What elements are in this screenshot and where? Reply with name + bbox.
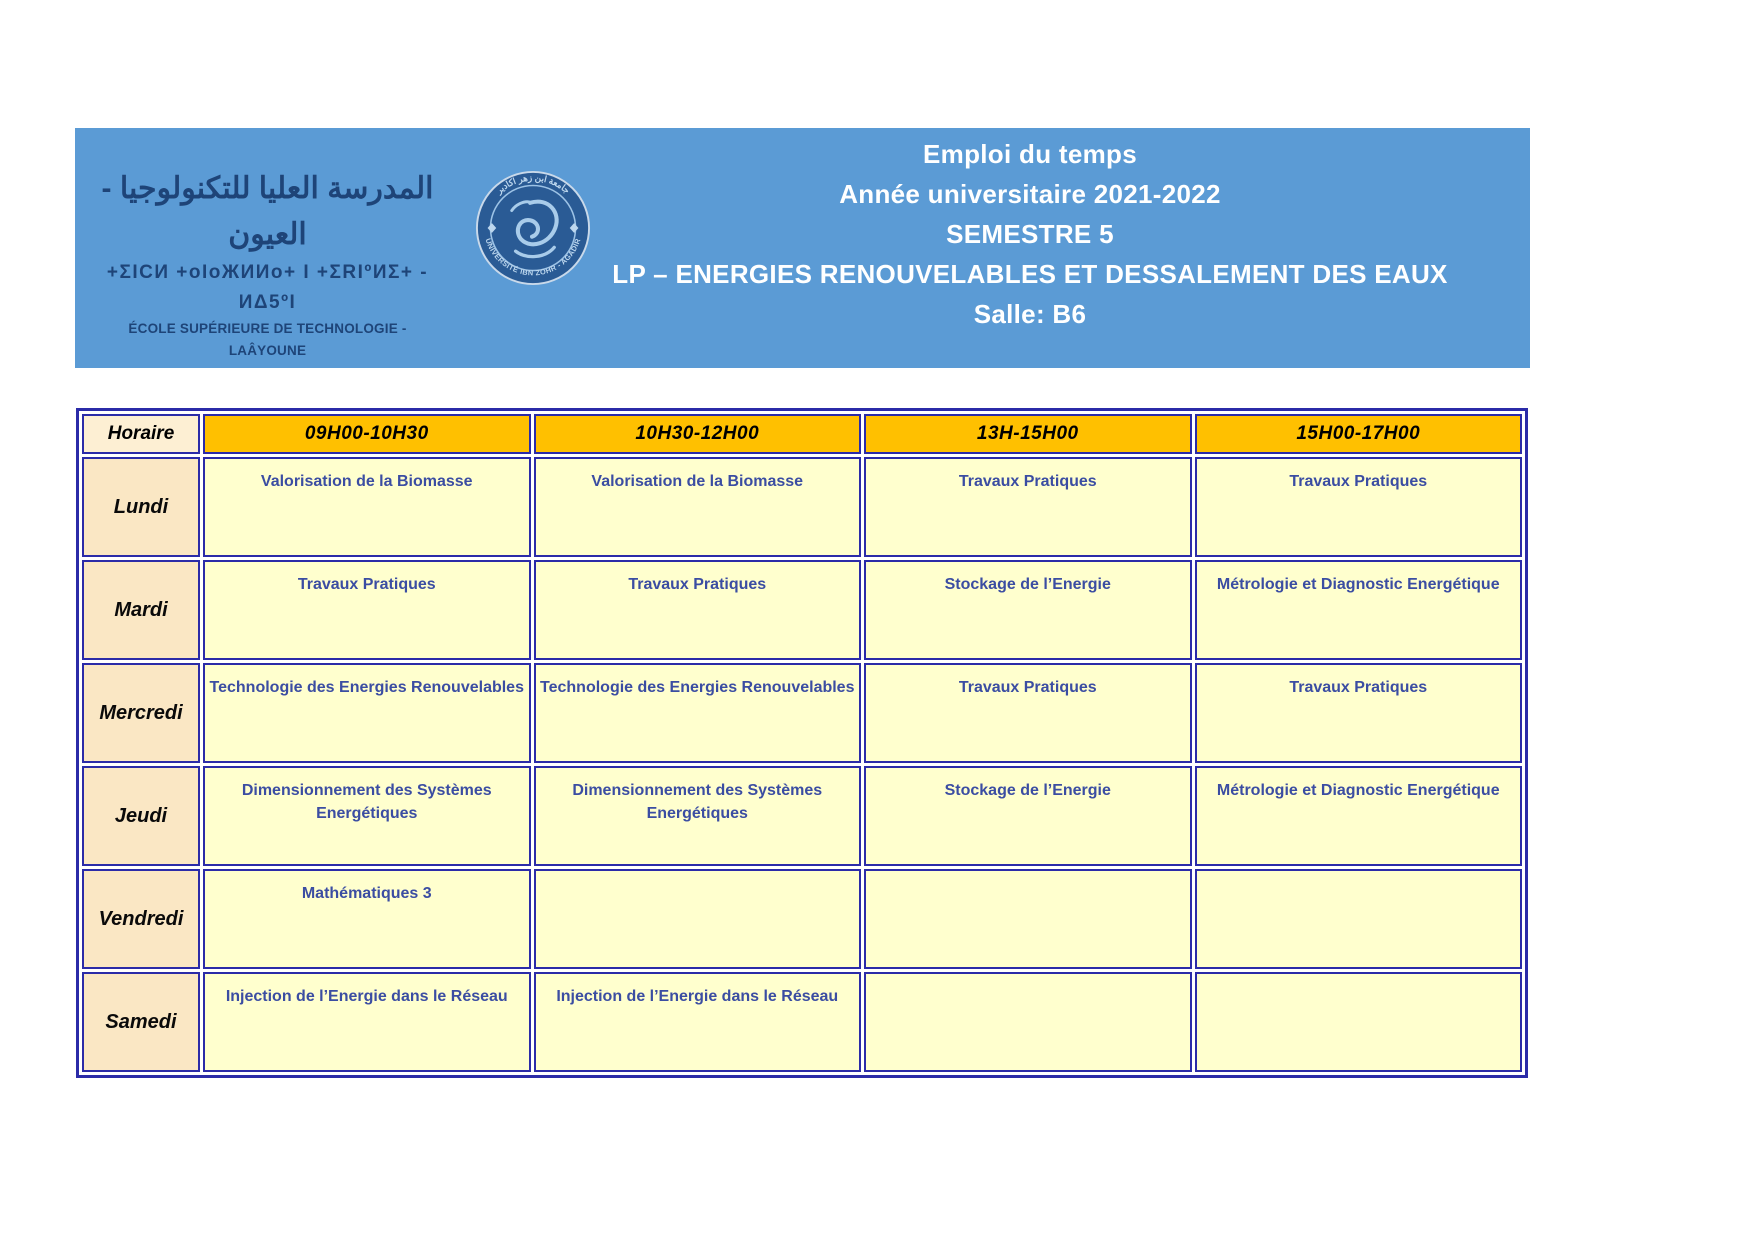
course-cell: Travaux Pratiques xyxy=(1195,663,1523,763)
table-row-mardi xyxy=(82,560,1522,660)
title-salle: Salle: B6 xyxy=(973,299,1087,329)
school-name-arabic: المدرسة العليا للتكنولوجيا - العيون xyxy=(101,172,434,251)
table-row-mercredi xyxy=(82,663,1522,763)
day-label-jeudi: Jeudi xyxy=(82,766,200,866)
table-row-samedi xyxy=(82,972,1522,1072)
course-cell: Stockage de l’Energie xyxy=(864,766,1192,866)
course-cell: Valorisation de la Biomasse xyxy=(534,457,862,557)
table-row-vendredi xyxy=(82,869,1522,969)
course-cell xyxy=(1195,869,1523,969)
course-cell: Dimensionnement des Systèmes Energétiques xyxy=(203,766,531,866)
title-semestre: SEMESTRE 5 xyxy=(946,219,1114,249)
title-annee-universitaire: Année universitaire 2021-2022 xyxy=(839,179,1221,209)
course-cell: Mathématiques 3 xyxy=(203,869,531,969)
header-row xyxy=(82,414,1522,454)
course-cell: Métrologie et Diagnostic Energétique xyxy=(1195,560,1523,660)
day-label-vendredi: Vendredi xyxy=(82,869,200,969)
course-cell: Travaux Pratiques xyxy=(864,457,1192,557)
time-slot-header-3: 13H-15H00 xyxy=(864,414,1192,454)
day-label-mardi: Mardi xyxy=(82,560,200,660)
school-name-tifinagh: +ΣICИ +oIoЖИИo+ I +ΣRIºИΣ+ - ИΔ5ºI xyxy=(106,262,429,313)
day-label-lundi: Lundi xyxy=(82,457,200,557)
course-cell: Travaux Pratiques xyxy=(1195,457,1523,557)
day-label-mercredi: Mercredi xyxy=(82,663,200,763)
course-cell xyxy=(1195,972,1523,1072)
course-cell: Dimensionnement des Systèmes Energétiques xyxy=(534,766,862,866)
seal-text-arabic: جامعة ابن زهر اكادير xyxy=(494,172,572,196)
table-row-jeudi xyxy=(82,766,1522,866)
title-emploi-du-temps: Emploi du temps xyxy=(923,139,1137,169)
timetable-grid xyxy=(76,408,1528,1078)
corner-header-horaire: Horaire xyxy=(82,414,200,454)
course-cell: Travaux Pratiques xyxy=(203,560,531,660)
course-cell xyxy=(534,869,862,969)
course-cell: Travaux Pratiques xyxy=(864,663,1192,763)
time-slot-header-4: 15H00-17H00 xyxy=(1195,414,1523,454)
course-cell: Technologie des Energies Renouvelables xyxy=(534,663,862,763)
course-cell: Travaux Pratiques xyxy=(534,560,862,660)
school-name-french: ÉCOLE SUPÉRIEURE DE TECHNOLOGIE - LAÂYOUNE xyxy=(128,321,407,358)
course-cell: Stockage de l’Energie xyxy=(864,560,1192,660)
time-slot-header-1: 09H00-10H30 xyxy=(203,414,531,454)
course-cell: Injection de l’Energie dans le Réseau xyxy=(534,972,862,1072)
header-banner xyxy=(75,128,1530,368)
table-row-lundi xyxy=(82,457,1522,557)
seal-text-university: UNIVERSITÉ IBN ZOHR - AGADIR xyxy=(483,237,583,278)
day-label-samedi: Samedi xyxy=(82,972,200,1072)
course-cell: Métrologie et Diagnostic Energétique xyxy=(1195,766,1523,866)
time-slot-header-2: 10H30-12H00 xyxy=(534,414,862,454)
course-cell xyxy=(864,972,1192,1072)
title-filiere: LP – ENERGIES RENOUVELABLES ET DESSALEMENT DES EAUX xyxy=(612,259,1448,289)
course-cell: Valorisation de la Biomasse xyxy=(203,457,531,557)
school-identity xyxy=(90,166,445,362)
document-title-block xyxy=(530,134,1530,334)
course-cell xyxy=(864,869,1192,969)
course-cell: Technologie des Energies Renouvelables xyxy=(203,663,531,763)
course-cell: Injection de l’Energie dans le Réseau xyxy=(203,972,531,1072)
